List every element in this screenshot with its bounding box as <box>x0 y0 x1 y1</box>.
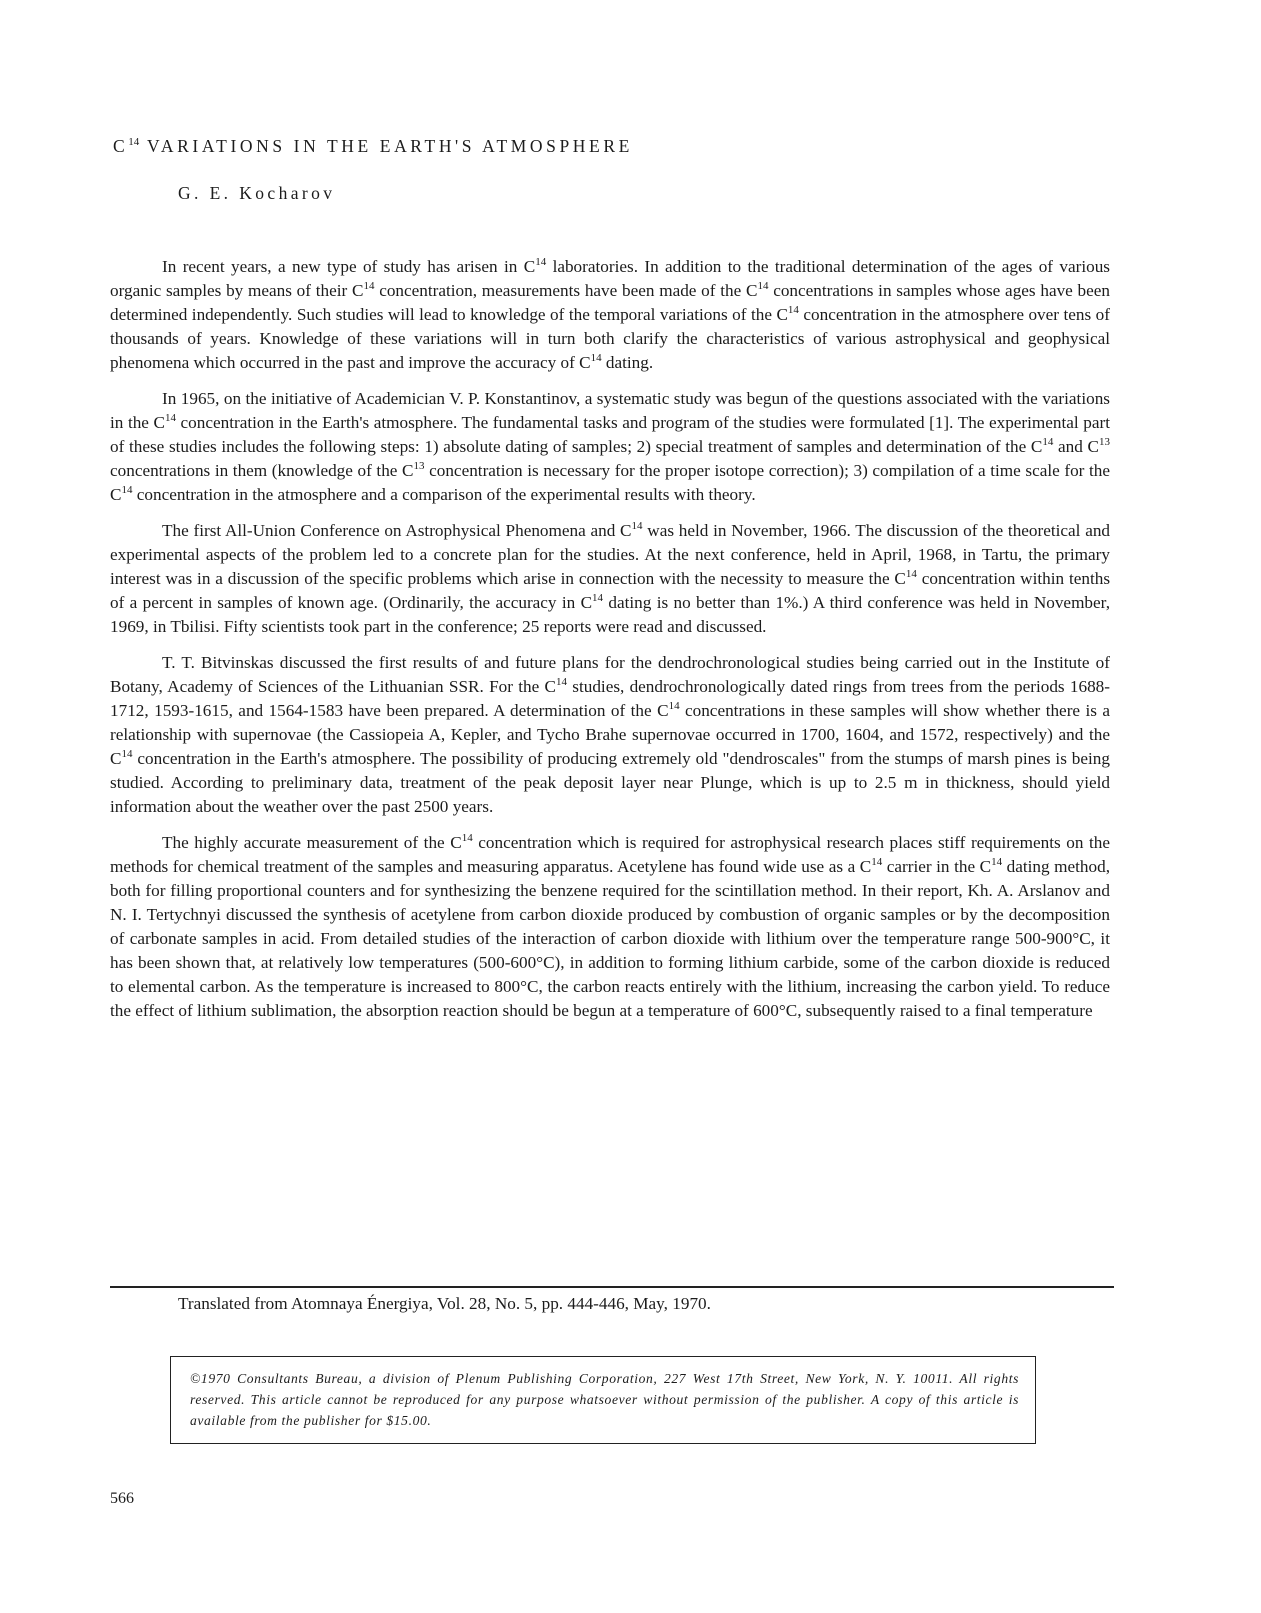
title-text: VARIATIONS IN THE EARTH'S ATMOSPHERE <box>139 136 633 156</box>
copyright-box: ©1970 Consultants Bureau, a division of Plenum Publishing Corporation, 227 West 17th Street, New York, N. Y. 10011. All rights reserved. This article cannot be reproduced for any purpose whatsoever without permission of the publisher. A copy of this article is available from the publisher for $15.00. <box>170 1356 1036 1444</box>
paragraph-1: In recent years, a new type of study has arisen in $C^{14}$ laboratories. In addition to the traditional determination of the ages of various organic samples by means of their $C^{14}$ concentration, measurements have been made of the $C^{14}$ concentrations in samples whose ages have been determined independently. Such studies will lead to knowledge of the temporal variations of the $C^{14}$ concentration in the atmosphere over tens of thousands of years. Knowledge of these variations will in turn both clarify the characteristics of various astrophysical and geophysical phenomena which occurred in the past and improve the accuracy of $C^{14}$ dating. <box>110 256 1110 372</box>
article-title <box>113 136 633 157</box>
paragraph-3: The first All-Union Conference on Astrophysical Phenomena and $C^{14}$ was held in November, 1966. The discussion of the theoretical and experimental aspects of the problem led to a concrete plan for the studies. At the next conference, held in April, 1968, in Tartu, the primary interest was in a discussion of the specific problems which arise in connection with the necessity to measure the $C^{14}$ concentration within tenths of a percent in samples of known age. (Ordinarily, the accuracy in $C^{14}$ dating is no better than 1%.) A third conference was held in November, 1969, in Tbilisi. Fifty scientists took part in the conference; 25 reports were read and discussed. <box>110 520 1111 636</box>
author-name: G. E. Kocharov <box>178 183 336 203</box>
paragraph-4: T. T. Bitvinskas discussed the first results of and future plans for the dendrochronological studies being carried out in the Institute of Botany, Academy of Sciences of the Lithuanian SSR. For the $C^{14}$ studies, dendrochronologically dated rings from trees from the periods 1688-1712, 1593-1615, and 1564-1583 have been prepared. A determination of the $C^{14}$ concentrations in these samples will show whether there is a relationship with supernovae (the Cassiopeia A, Kepler, and Tycho Brahe supernovae occurred in 1700, 1604, and 1572, respectively) and the $C^{14}$ concentration in the Earth's atmosphere. The possibility of producing extremely old "dendroscales" from the stumps of marsh pines is being studied. According to preliminary data, treatment of the peak deposit layer near Plunge, which is up to 2.5 m in thickness, should yield information about the weather over the past 2500 years. <box>110 653 1111 816</box>
footnote-divider <box>110 1286 1114 1288</box>
paragraph-2: In 1965, on the initiative of Academician V. P. Konstantinov, a systematic study was begun of the questions associated with the variations in the $C^{14}$ concentration in the Earth's atmosphere. The fundamental tasks and program of the studies were formulated [1]. The experimental part of these studies includes the following steps: 1) absolute dating of samples; 2) special treatment of samples and determination of the $C^{14}$ and $C^{13}$ concentrations in them (knowledge of the $C^{13}$ concentration is necessary for the proper isotope correction); 3) compilation of a time scale for the $C^{14}$ concentration in the atmosphere and a comparison of the experimental results with theory. <box>110 389 1111 504</box>
article-body <box>110 255 1110 1023</box>
translation-note: Translated from Atomnaya Énergiya, Vol. 28, No. 5, pp. 444-446, May, 1970. <box>178 1294 711 1313</box>
page-number: 566 <box>110 1490 134 1507</box>
title-prefix: C <box>113 136 129 156</box>
paragraph-5: The highly accurate measurement of the $C^{14}$ concentration which is required for astrophysical research places stiff requirements on the methods for chemical treatment of the samples and measuring apparatus. Acetylene has found wide use as a $C^{14}$ carrier in the $C^{14}$ dating method, both for filling proportional counters and for synthesizing the benzene required for the scintillation method. In their report, Kh. A. Arslanov and N. I. Tertychnyi discussed the synthesis of acetylene from carbon dioxide produced by combustion of organic samples or by the decomposition of carbonate samples in acid. From detailed studies of the interaction of carbon dioxide with lithium over the temperature range 500-900°C, it has been shown that, at relatively low temperatures (500-600°C), in addition to forming lithium carbide, some of the carbon dioxide is reduced to elemental carbon. As the temperature is increased to 800°C, the carbon reacts entirely with the lithium, increasing the carbon yield. To reduce the effect of lithium sublimation, the absorption reaction should be begun at a temperature of 600°C, subsequently raised to a final temperature <box>110 832 1111 1020</box>
title-superscript: 14 <box>128 136 140 148</box>
